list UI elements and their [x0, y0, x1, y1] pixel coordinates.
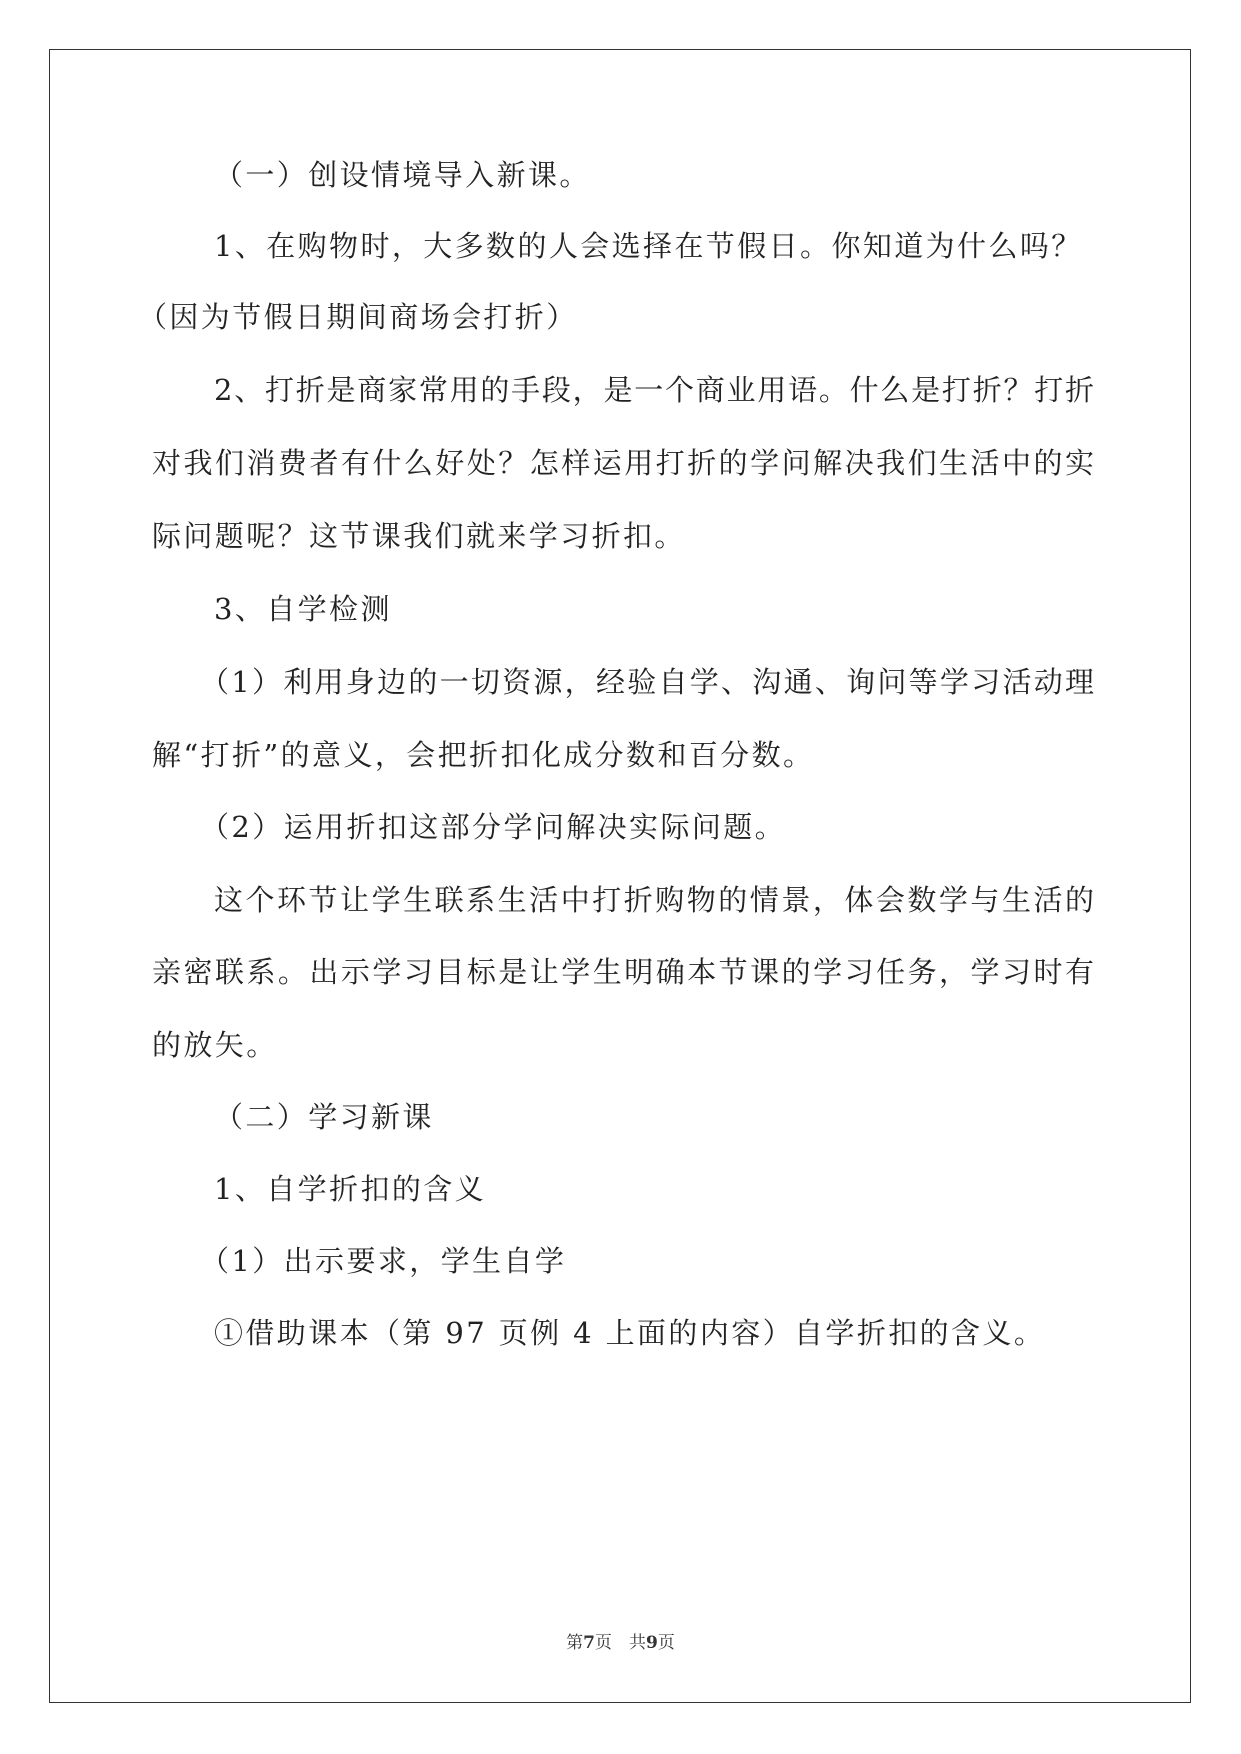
page-footer [0, 1628, 1241, 1653]
footer-mid: 页 共 [595, 1633, 646, 1653]
paragraph-line: （2）运用折扣这部分学问解决实际问题。 [200, 810, 787, 844]
paragraph-line: 际问题呢？这节课我们就来学习折扣。 [152, 519, 686, 553]
paragraph-line: 亲密联系。出示学习目标是让学生明确本节课的学习任务，学习时有 [152, 955, 1094, 989]
section-heading-1: （一）创设情境导入新课。 [214, 158, 591, 192]
paragraph-line: （1）利用身边的一切资源，经验自学、沟通、询问等学习活动理 [200, 665, 1094, 699]
paragraph-line: 1、自学折扣的含义 [214, 1172, 487, 1206]
paragraph-line: 这个环节让学生联系生活中打折购物的情景，体会数学与生活的 [214, 883, 1094, 917]
paragraph-line: ①借助课本（第 97 页例 4 上面的内容）自学折扣的含义。 [214, 1316, 1046, 1350]
paragraph-line: 2、打折是商家常用的手段，是一个商业用语。什么是打折？打折 [214, 373, 1094, 407]
section-heading-2: （二）学习新课 [214, 1100, 434, 1134]
paragraph-line: 3、自学检测 [214, 592, 392, 626]
paragraph-line: 1、在购物时，大多数的人会选择在节假日。你知道为什么吗？ [214, 229, 1083, 263]
paragraph-line: 的放矢。 [152, 1028, 278, 1062]
total-pages-number: 9 [646, 1633, 658, 1653]
footer-suffix: 页 [657, 1633, 675, 1653]
paragraph-line: （因为节假日期间商场会打折） [138, 300, 578, 334]
current-page-number: 7 [583, 1633, 595, 1653]
paragraph-line: 对我们消费者有什么好处？怎样运用打折的学问解决我们生活中的实 [152, 446, 1094, 480]
paragraph-line: （1）出示要求，学生自学 [200, 1244, 567, 1278]
footer-prefix: 第 [566, 1633, 584, 1653]
paragraph-line: 解“打折”的意义，会把折扣化成分数和百分数。 [152, 738, 815, 772]
